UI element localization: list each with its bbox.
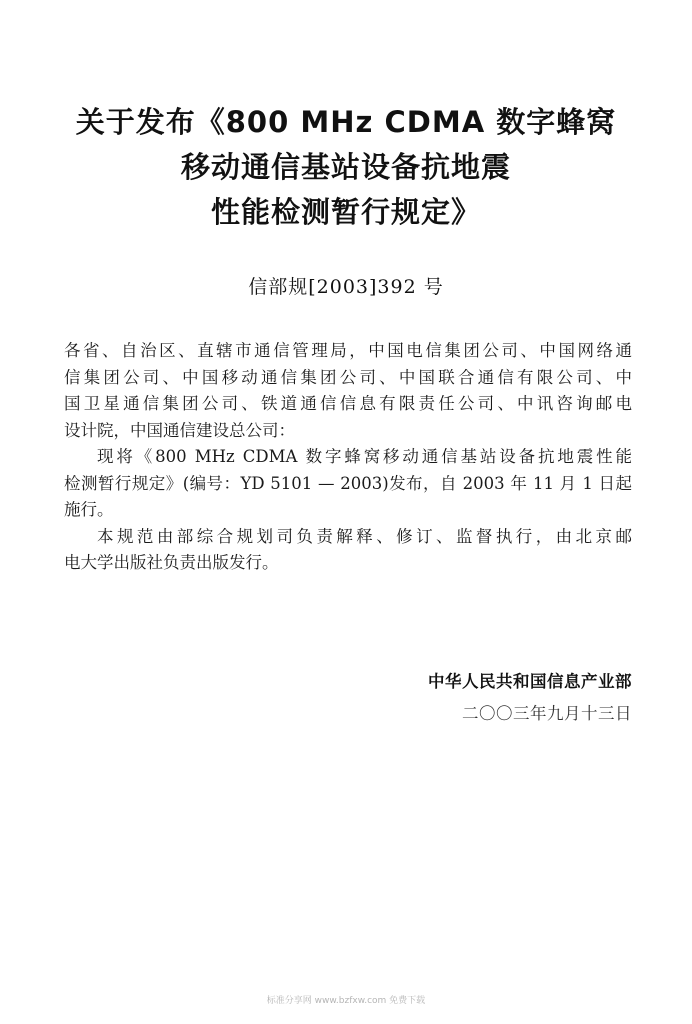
- addressee-line: 国卫星通信集团公司、铁道通信信息有限责任公司、中讯咨询邮电: [64, 394, 632, 413]
- addressee-line: 各省、自治区、直辖市通信管理局，中国电信集团公司、中国网络通: [64, 341, 632, 360]
- document-number: 信部规[2003]392 号: [248, 276, 444, 298]
- addressee-line: 信集团公司、中国移动通信集团公司、中国联合通信有限公司、中: [64, 367, 632, 387]
- title-line-1: 关于发布《800 MHz CDMA 数字蜂窝: [75, 105, 617, 139]
- footer-watermark: 标准分享网 www.bzfxw.com 免费下载: [266, 996, 426, 1006]
- paragraph-line: 现将《800 MHz CDMA 数字蜂窝移动通信基站设备抗地震性能: [97, 447, 632, 466]
- responsibility-paragraph: [64, 524, 632, 577]
- document-title: [0, 100, 692, 235]
- paragraph-line: 电大学出版社负责出版发行。: [64, 553, 279, 572]
- issue-date: 二〇〇三年九月十三日: [462, 704, 632, 723]
- title-line-2: 移动通信基站设备抗地震: [180, 150, 511, 184]
- addressee-line: 设计院，中国通信建设总公司：: [64, 420, 295, 440]
- signature-block: [64, 666, 632, 730]
- document-body: [64, 338, 632, 577]
- title-line-3: 性能检测暂行规定》: [210, 195, 481, 229]
- addressee-paragraph: [64, 338, 632, 444]
- publication-paragraph: [64, 444, 632, 524]
- paragraph-line: 本规范由部综合规划司负责解释、修订、监督执行，由北京邮: [97, 526, 632, 546]
- issuing-organization: 中华人民共和国信息产业部: [428, 672, 632, 691]
- paragraph-line: 检测暂行规定》(编号：YD 5101 — 2003)发布，自 2003 年 11 月 1 日起: [64, 473, 632, 493]
- paragraph-line: 施行。: [64, 500, 114, 519]
